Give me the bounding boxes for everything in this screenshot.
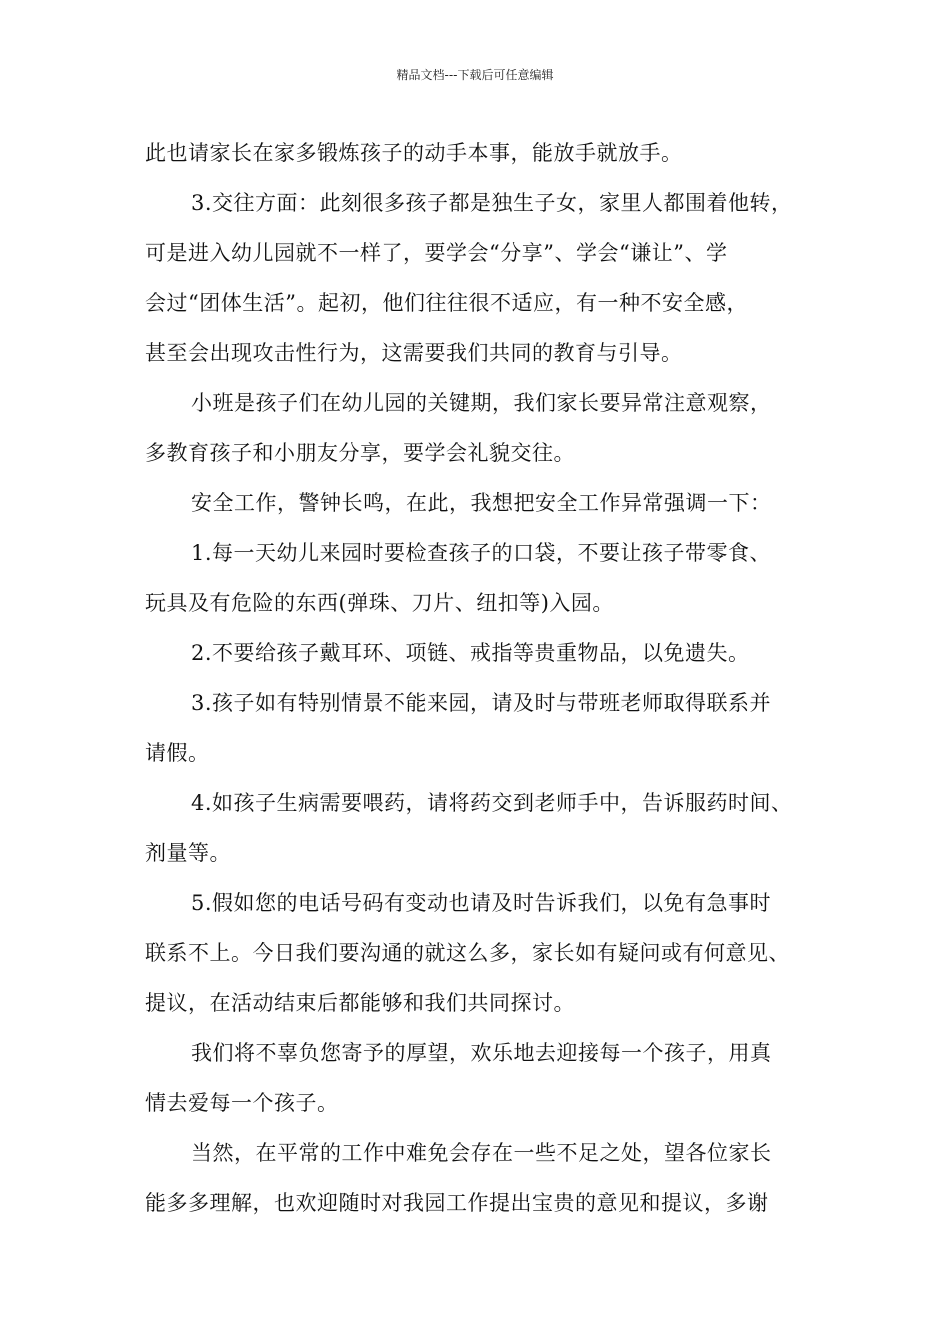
text-line: 我们将不辜负您寄予的厚望，欢乐地去迎接每一个孩子，用真 — [191, 1041, 772, 1065]
text-line: 甚至会出现攻击性行为，这需要我们共同的教育与引导。 — [145, 341, 683, 365]
text-line: 3.孩子如有特别情景不能来园，请及时与带班老师取得联系并 — [191, 691, 772, 715]
text-line: 玩具及有危险的东西(弹珠、刀片、纽扣等)入园。 — [145, 591, 614, 615]
text-line: 可是进入幼儿园就不一样了，要学会“分享”、学会“谦让”、学 — [145, 241, 728, 265]
text-line: 剂量等。 — [145, 841, 231, 865]
text-line: 会过“团体生活”。起初，他们往往很不适应，有一种不安全感， — [145, 291, 748, 315]
text-line: 安全工作，警钟长鸣，在此，我想把安全工作异常强调一下： — [191, 491, 772, 515]
text-line: 联系不上。今日我们要沟通的就这么多，家长如有疑问或有何意见、 — [145, 941, 790, 965]
text-line: 2.不要给孩子戴耳环、项链、戒指等贵重物品，以免遗失。 — [191, 641, 750, 665]
text-line: 请假。 — [145, 741, 210, 765]
text-line: 提议，在活动结束后都能够和我们共同探讨。 — [145, 991, 575, 1015]
text-line: 5.假如您的电话号码有变动也请及时告诉我们，以免有急事时 — [191, 891, 772, 915]
text-line: 小班是孩子们在幼儿园的关键期，我们家长要异常注意观察， — [191, 391, 772, 415]
text-line: 4.如孩子生病需要喂药，请将药交到老师手中，告诉服药时间、 — [191, 791, 793, 815]
text-line: 多教育孩子和小朋友分享，要学会礼貌交往。 — [145, 441, 575, 465]
text-line: 1.每一天幼儿来园时要检查孩子的口袋，不要让孩子带零食、 — [191, 541, 772, 565]
text-line: 能多多理解，也欢迎随时对我园工作提出宝贵的意见和提议，多谢 — [145, 1191, 769, 1215]
document-body — [145, 128, 825, 1228]
text-line: 3.交往方面：此刻很多孩子都是独生子女，家里人都围着他转， — [191, 191, 793, 215]
text-line: 当然，在平常的工作中难免会存在一些不足之处，望各位家长 — [191, 1141, 772, 1165]
page-header: 精品文档---下载后可任意编辑 — [396, 68, 554, 82]
text-line: 此也请家长在家多锻炼孩子的动手本事，能放手就放手。 — [145, 141, 683, 165]
text-line: 情去爱每一个孩子。 — [145, 1091, 339, 1115]
